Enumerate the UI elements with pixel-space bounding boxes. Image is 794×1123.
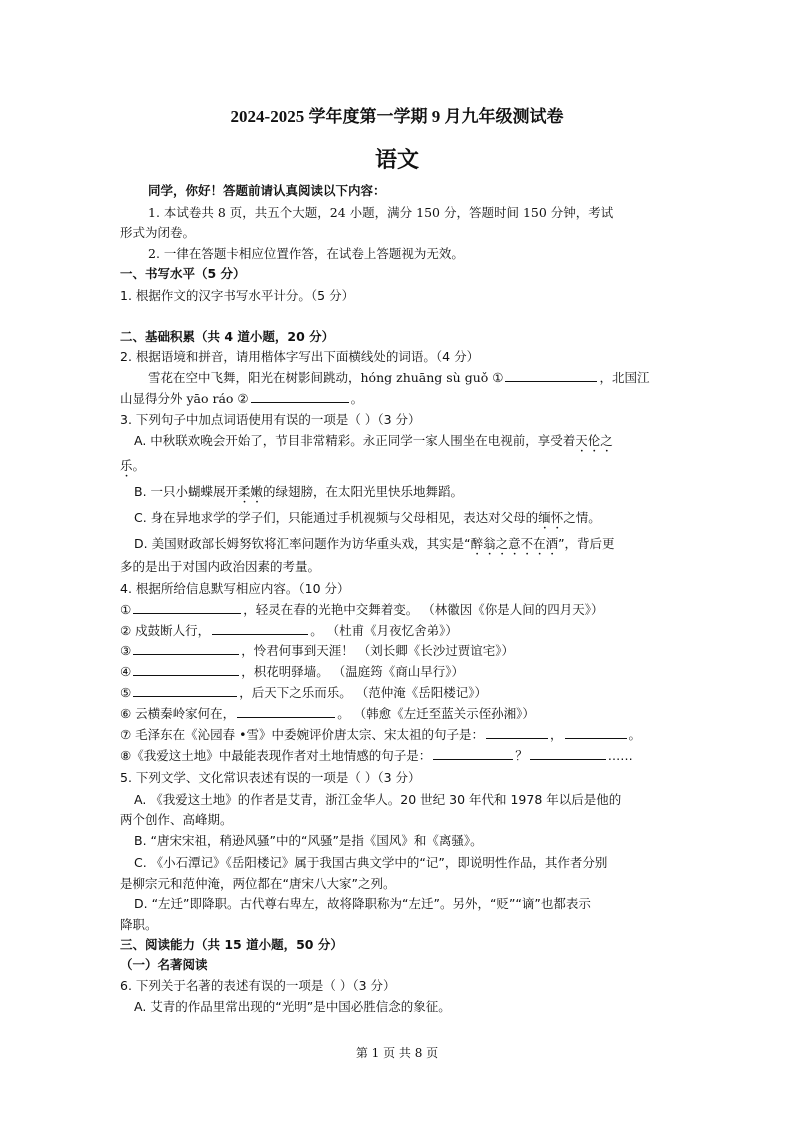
- q3-c-dotted: 缅怀: [538, 510, 564, 525]
- q3-d-tail: ”，背后更: [558, 536, 615, 551]
- q3-b-text: B. 一只小蝴蝶展开: [134, 484, 239, 499]
- q4-line-5: [120, 683, 487, 703]
- q4-l1-num: ①: [120, 602, 132, 617]
- q3-option-d-line-1: [134, 534, 615, 558]
- q5-option-c-line-2: 是柳宗元和范仲淹，两位都在“唐宋八大家”之列。: [120, 876, 396, 891]
- q2-line1-text: 雪花在空中飞舞，阳光在树影间跳动，hóng zhuāng sù guǒ ①: [148, 370, 504, 385]
- q4-blank-7b[interactable]: [565, 725, 627, 739]
- q4-l5-text: ，后天下之乐而乐。 （范仲淹《岳阳楼记》）: [239, 685, 487, 700]
- q3-b-dotted: 柔嫩: [238, 484, 264, 499]
- q3-option-c: [134, 508, 601, 532]
- q4-line-7: [120, 725, 641, 745]
- question-1: 1. 根据作文的汉字书写水平计分。（5 分）: [120, 288, 355, 303]
- notice-greeting: 同学，你好！答题前请认真阅读以下内容：: [148, 183, 386, 198]
- q3-a-dotted-2: 乐: [120, 458, 133, 473]
- q4-blank-8b[interactable]: [530, 746, 606, 760]
- q4-line-8: [120, 746, 633, 766]
- q4-l4-num: ④: [120, 664, 132, 679]
- q3-a-dotted: 天伦之: [575, 433, 613, 448]
- q4-blank-7a[interactable]: [486, 725, 548, 739]
- exam-title: 2024-2025 学年度第一学期 9 月九年级测试卷: [230, 107, 564, 126]
- q4-l5-num: ⑤: [120, 685, 132, 700]
- q4-l2-tail: 。 （杜甫《月夜忆舍弟》）: [310, 623, 458, 638]
- section-1-heading: 一、书写水平（5 分）: [120, 266, 246, 281]
- answer-blank-2[interactable]: [251, 389, 349, 403]
- q4-l4-text: ，枳花明驿墙。 （温庭筠《商山早行》）: [241, 664, 464, 679]
- q4-l6-text: ⑥ 云横秦岭家何在，: [120, 706, 236, 721]
- answer-blank-1[interactable]: [505, 368, 597, 382]
- q3-option-b: [134, 482, 463, 506]
- q4-line-3: [120, 641, 514, 661]
- q2-line2-text: 山显得分外 yāo ráo ②: [120, 391, 249, 406]
- notice-item-1: 1. 本试卷共 8 页，共五个大题，24 小题，满分 150 分，答题时间 150 分钟，考试: [148, 205, 614, 220]
- section-3-heading: 三、阅读能力（共 15 道小题，50 分）: [120, 937, 343, 952]
- q3-a-text: A. 中秋联欢晚会开始了，节目非常精彩。永正同学一家人围坐在电视前，享受着: [134, 433, 576, 448]
- q3-option-a-line-1: [134, 431, 613, 455]
- q2-line2-tail: 。: [350, 391, 364, 406]
- q5-option-b: B. “唐宋宋祖，稍逊风骚”中的“风骚”是指《国风》和《离骚》。: [134, 833, 483, 848]
- question-6-stem: 6. 下列关于名著的表述有误的一项是（ ）（3 分）: [120, 978, 396, 993]
- q4-l8-question: ？: [515, 748, 528, 763]
- q4-l1-text: ，轻灵在春的光艳中交舞着变。 （林徽因《你是人间的四月天》）: [243, 602, 604, 617]
- q3-c-text: C. 身在异地求学的学子们，只能通过手机视频与父母相见，表达对父母的: [134, 510, 539, 525]
- q2-line1-tail: ，北国江: [599, 370, 650, 385]
- q5-option-c-line-1: C. 《小石潭记》《岳阳楼记》属于我国古典文学中的“记”，即说明性作品，其作者分别: [134, 855, 608, 870]
- section-2-heading: 二、基础积累（共 4 道小题，20 分）: [120, 329, 335, 344]
- question-2-line-1: [148, 368, 649, 388]
- q4-line-4: [120, 662, 464, 682]
- q4-l6-tail: 。 （韩愈《左迁至蓝关示侄孙湘》）: [337, 706, 535, 721]
- q3-a-tail: 。: [132, 458, 146, 473]
- q4-blank-5[interactable]: [133, 683, 237, 697]
- q4-l7-comma: ，: [550, 727, 563, 742]
- q4-l7-tail: 。: [628, 727, 642, 742]
- q4-blank-6[interactable]: [237, 704, 335, 718]
- q4-l2-text: ② 戍鼓断人行，: [120, 623, 211, 638]
- q4-l8-text: ⑧《我爱这土地》中最能表现作者对土地情感的句子是：: [120, 748, 432, 763]
- q3-option-d-line-2: 多的是出于对国内政治因素的考量。: [120, 559, 321, 574]
- q4-blank-2[interactable]: [212, 621, 308, 635]
- q4-l3-num: ③: [120, 643, 132, 658]
- q4-l8-tail: ……: [607, 748, 633, 763]
- q5-option-d-line-2: 降职。: [120, 917, 158, 932]
- q3-c-tail: 之情。: [563, 510, 601, 525]
- q4-line-2: [120, 621, 458, 641]
- q4-line-6: [120, 704, 535, 724]
- q4-blank-8a[interactable]: [433, 746, 513, 760]
- section-3-sub-1: （一）名著阅读: [120, 957, 208, 972]
- q6-option-a: A. 艾青的作品里常出现的“光明”是中国必胜信念的象征。: [134, 999, 451, 1014]
- q5-option-a-line-1: A. 《我爱这土地》的作者是艾青，浙江金华人。20 世纪 30 年代和 1978 年以后是他的: [134, 792, 622, 807]
- q4-line-1: [120, 600, 603, 620]
- q4-blank-3[interactable]: [133, 641, 239, 655]
- notice-item-1-cont: 形式为闭卷。: [120, 225, 196, 240]
- q3-option-a-line-2: [120, 456, 145, 480]
- notice-item-2: 2. 一律在答题卡相应位置作答，在试卷上答题视为无效。: [148, 246, 464, 261]
- question-5-stem: 5. 下列文学、文化常识表述有误的一项是（ ）（3 分）: [120, 770, 421, 785]
- q3-d-text: D. 美国财政部长姆努钦将汇率问题作为访华重头戏，其实是“: [134, 536, 471, 551]
- q5-option-d-line-1: D. “左迁”即降职。古代尊右卑左，故将降职称为“左迁”。另外，“贬”“谪”也都表示: [134, 896, 591, 911]
- page-footer: 第 1 页 共 8 页: [355, 1046, 439, 1060]
- q4-blank-4[interactable]: [133, 662, 239, 676]
- q4-l7-text: ⑦ 毛泽东在《沁园春 •雪》中委婉评价唐太宗、宋太祖的句子是：: [120, 727, 485, 742]
- question-2-stem: 2. 根据语境和拼音，请用楷体字写出下面横线处的词语。（4 分）: [120, 349, 480, 364]
- question-3-stem: 3. 下列句子中加点词语使用有误的一项是（ ）（3 分）: [120, 412, 421, 427]
- question-2-line-2: [120, 389, 363, 409]
- q4-l3-text: ，怜君何事到天涯！ （刘长卿《长沙过贾谊宅》）: [241, 643, 514, 658]
- q3-d-dotted: 醉翁之意不在酒: [470, 536, 559, 551]
- question-4-stem: 4. 根据所给信息默写相应内容。（10 分）: [120, 581, 350, 596]
- q5-option-a-line-2: 两个创作、高峰期。: [120, 812, 233, 827]
- q3-b-tail: 的绿翅膀，在太阳光里快乐地舞蹈。: [263, 484, 464, 499]
- q4-blank-1[interactable]: [133, 600, 241, 614]
- subject-title: 语文: [374, 148, 419, 173]
